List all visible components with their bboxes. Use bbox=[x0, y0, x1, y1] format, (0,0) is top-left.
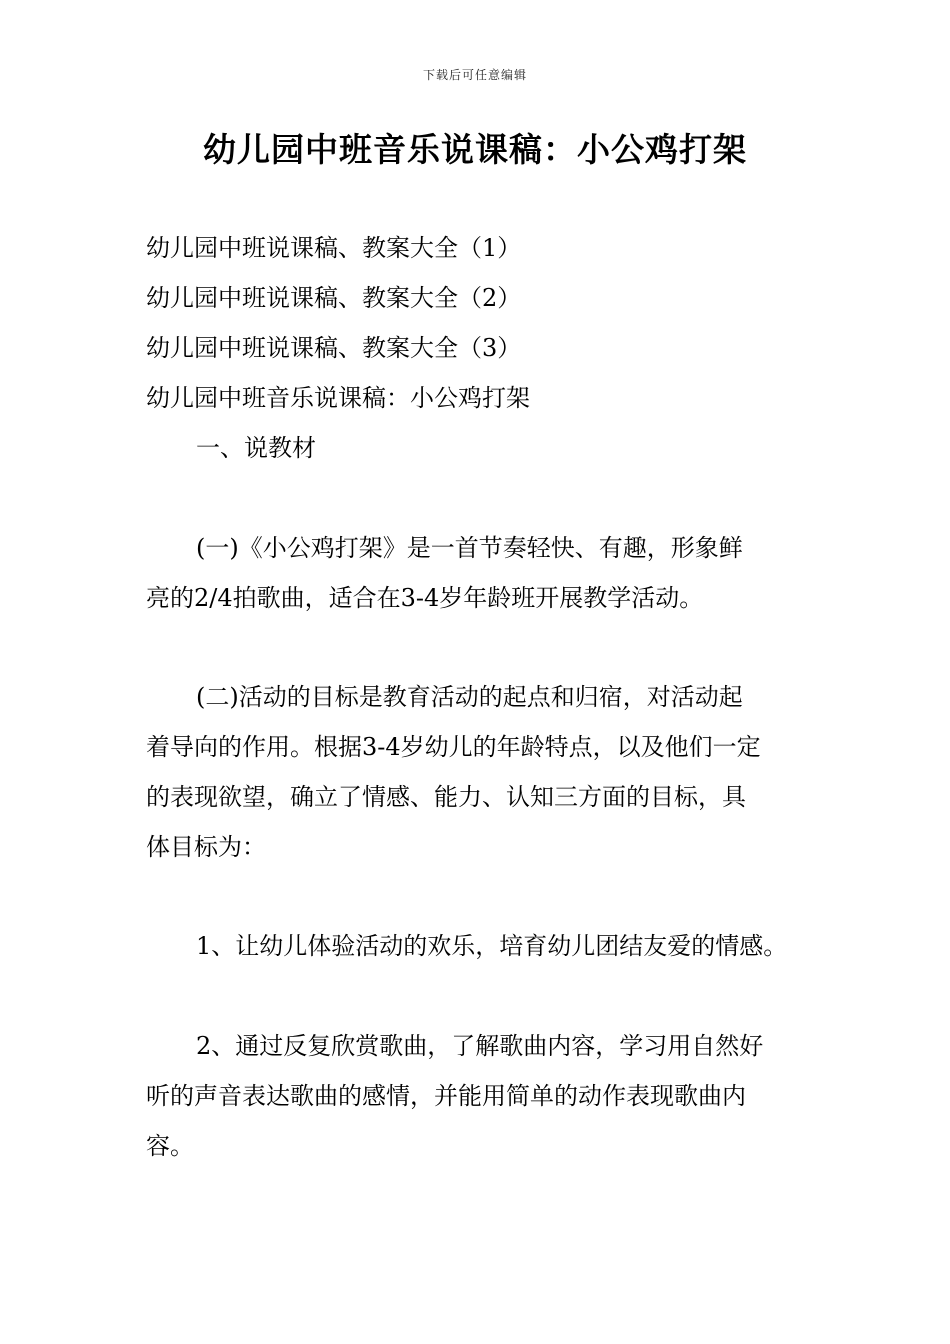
toc-item: 幼儿园中班说课稿、教案大全（2） bbox=[146, 284, 522, 312]
paragraph-line: (二)活动的目标是教育活动的起点和归宿，对活动起 bbox=[196, 683, 743, 711]
toc-item: 幼儿园中班说课稿、教案大全（3） bbox=[146, 334, 522, 362]
paragraph-line: 着导向的作用。根据3-4岁幼儿的年龄特点，以及他们一定 bbox=[146, 733, 761, 761]
paragraph-line: 的表现欲望，确立了情感、能力、认知三方面的目标，具 bbox=[146, 783, 746, 811]
goal-item: 1、让幼儿体验活动的欢乐，培育幼儿团结友爱的情感。 bbox=[196, 932, 788, 960]
toc-item: 幼儿园中班说课稿、教案大全（1） bbox=[146, 234, 522, 262]
document-title: 幼儿园中班音乐说课稿：小公鸡打架 bbox=[203, 130, 747, 169]
toc-item: 幼儿园中班音乐说课稿：小公鸡打架 bbox=[146, 384, 530, 412]
section-heading: 一、说教材 bbox=[196, 434, 316, 462]
paragraph-line: 容。 bbox=[146, 1132, 194, 1160]
paragraph-line: 体目标为： bbox=[146, 833, 266, 861]
paragraph-line: 亮的2/4拍歌曲，适合在3-4岁年龄班开展教学活动。 bbox=[146, 584, 704, 612]
paragraph-line: (一)《小公鸡打架》是一首节奏轻快、有趣，形象鲜 bbox=[196, 534, 743, 562]
goal-item: 2、通过反复欣赏歌曲，了解歌曲内容，学习用自然好 bbox=[196, 1032, 764, 1060]
header-note: 下载后可任意编辑 bbox=[422, 68, 527, 82]
paragraph-line: 听的声音表达歌曲的感情，并能用简单的动作表现歌曲内 bbox=[146, 1082, 746, 1110]
